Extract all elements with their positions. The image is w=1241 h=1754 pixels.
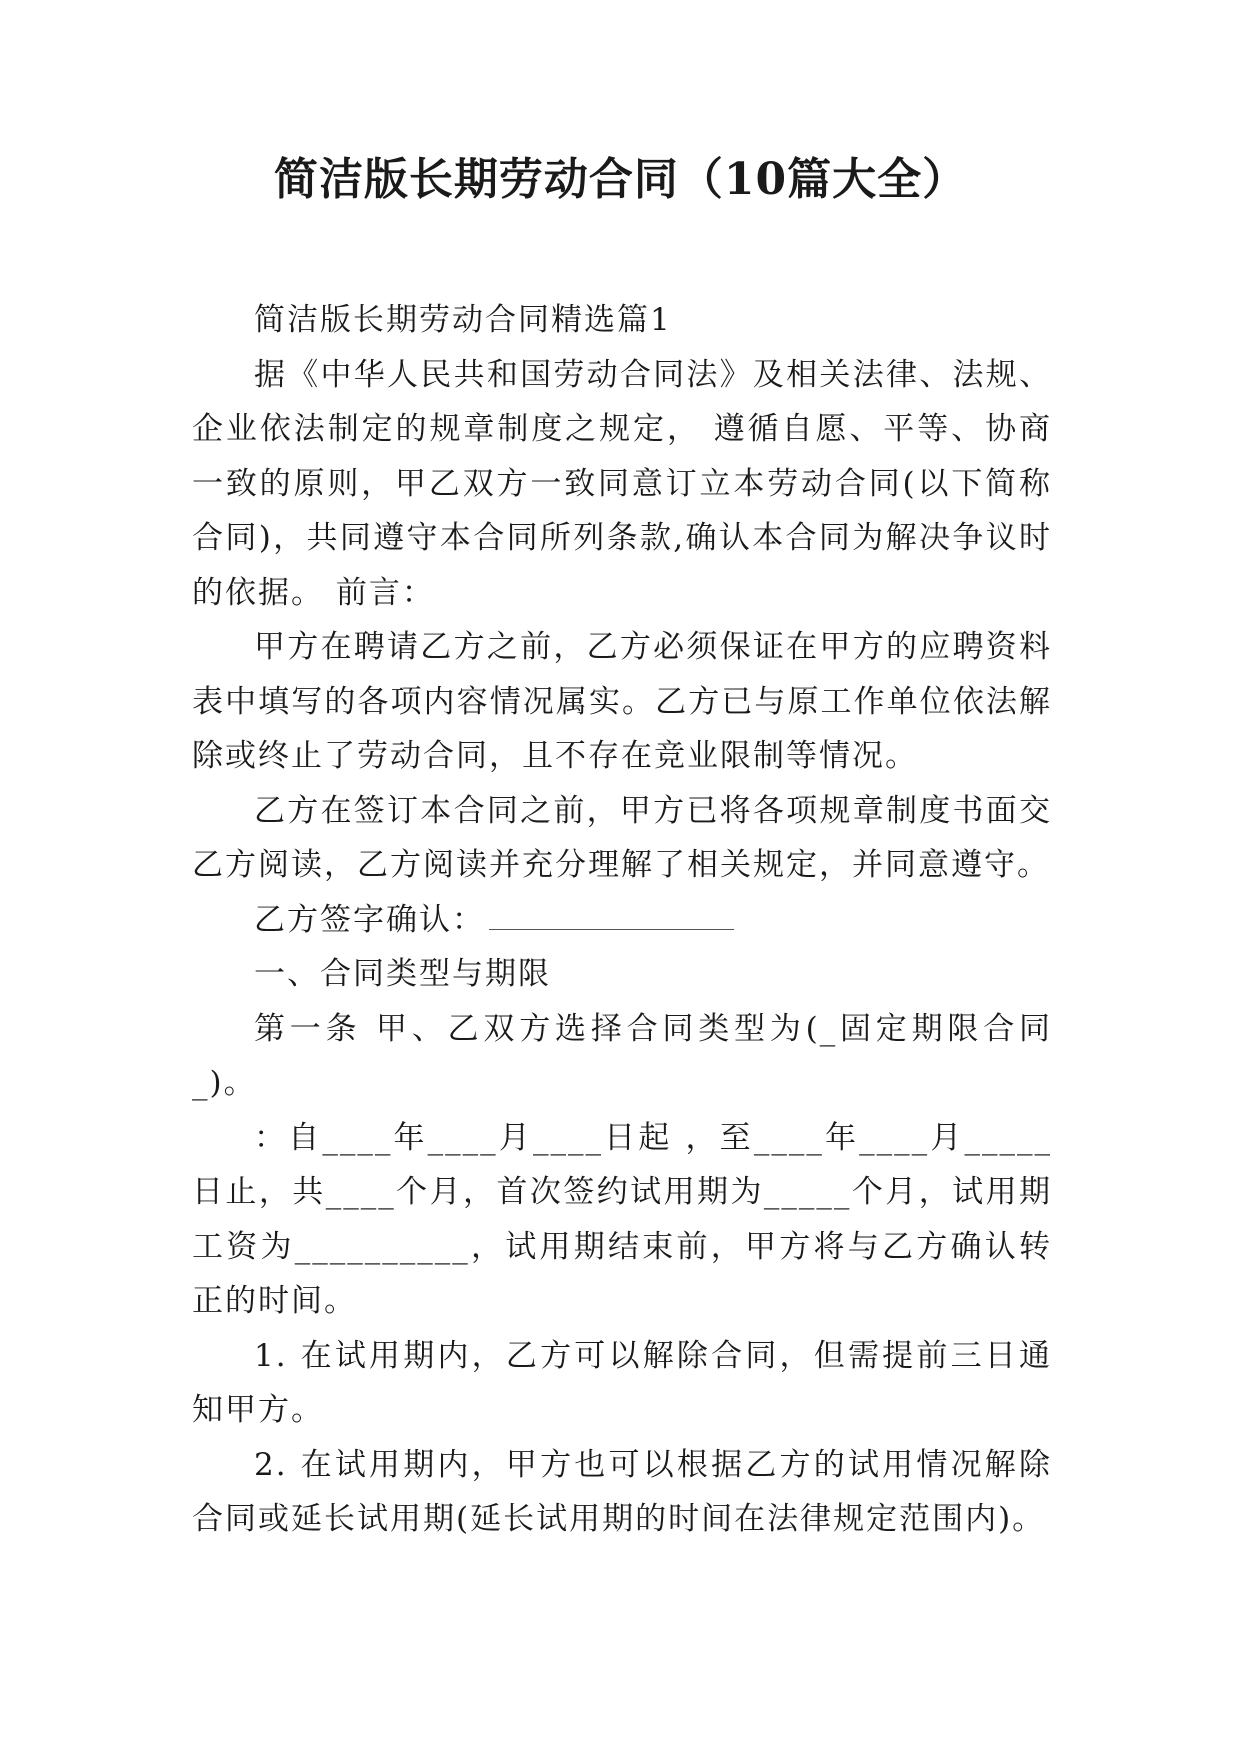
- document-title: 简洁版长期劳动合同（10篇大全）: [273, 154, 968, 205]
- chapter-heading: 一、合同类型与期限: [254, 956, 551, 992]
- signature-blank-line: [489, 901, 734, 930]
- document-body: [192, 293, 1052, 1547]
- rules-paragraph: 乙方在签订本合同之前，甲方已将各项规章制度书面交乙方阅读，乙方阅读并充分理解了相关规定，并同意遵守。: [192, 792, 1052, 883]
- article-one: 第一条 甲、乙双方选择合同类型为(_固定期限合同_)。: [192, 1010, 1052, 1101]
- preamble-paragraph: 据《中华人民共和国劳动合同法》及相关法律、法规、企业依法制定的规章制度之规定， 遵循自愿、平等、协商一致的原则，甲乙双方一致同意订立本劳动合同(以下简称合同)，共同遵守本合同所列条款,确认本合同为解决争议时的依据。 前言：: [192, 356, 1052, 611]
- section-heading: 简洁版长期劳动合同精选篇1: [254, 302, 672, 338]
- term-paragraph: ：自____年____月____日起 ，至____年____月_____日止，共____个月，首次签约试用期为_____个月，试用期工资为__________，试用期结束前，甲方将与乙方确认转正的时间。: [192, 1119, 1052, 1319]
- probation-item-1: 1. 在试用期内，乙方可以解除合同，但需提前三日通知甲方。: [192, 1337, 1052, 1428]
- signature-label: 乙方签字确认：: [254, 901, 485, 938]
- signature-confirm: [192, 893, 1052, 948]
- declaration-paragraph: 甲方在聘请乙方之前，乙方必须保证在甲方的应聘资料表中填写的各项内容情况属实。乙方已与原工作单位依法解除或终止了劳动合同，且不存在竞业限制等情况。: [192, 629, 1052, 774]
- probation-item-2: 2. 在试用期内，甲方也可以根据乙方的试用情况解除合同或延长试用期(延长试用期的时间在法律规定范围内)。: [192, 1446, 1052, 1537]
